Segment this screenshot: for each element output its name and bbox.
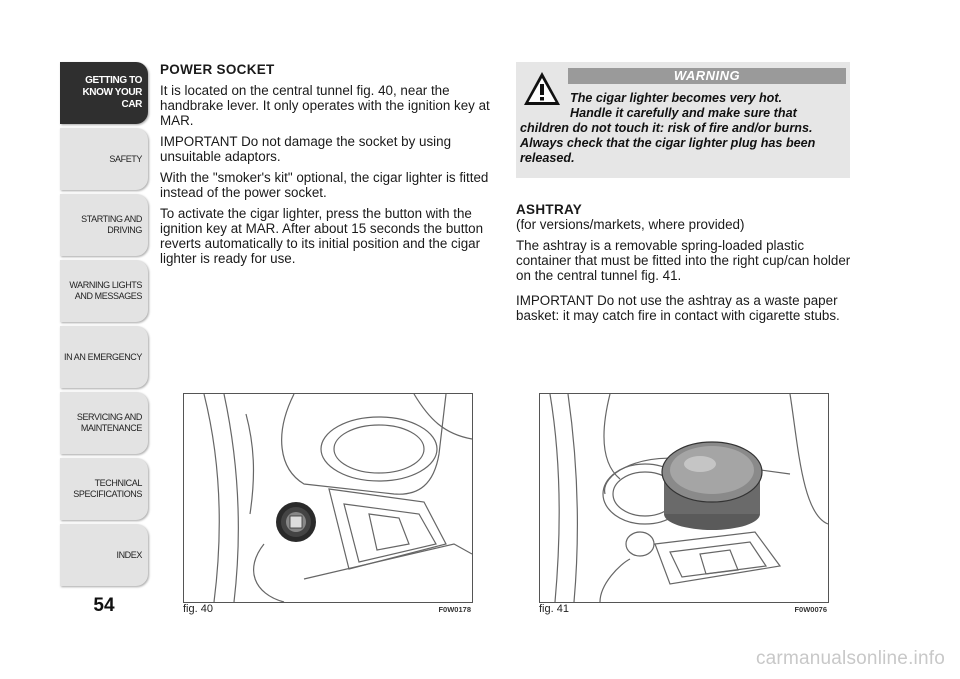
figure-caption: fig. 40 xyxy=(183,603,213,615)
figure-code: F0W0076 xyxy=(794,605,827,614)
warning-line: children do not touch it: risk of fire and/or burns. Always check that the cigar lighter plug has been released. xyxy=(520,121,816,165)
power-socket-illustration xyxy=(184,394,472,602)
ashtray-heading: ASHTRAY xyxy=(516,202,583,217)
tab-starting-and-driving[interactable]: STARTING AND DRIVING xyxy=(60,194,148,256)
power-socket-heading: POWER SOCKET xyxy=(160,62,275,77)
warning-title: WARNING xyxy=(568,68,846,84)
tab-in-an-emergency[interactable]: IN AN EMERGENCY xyxy=(60,326,148,388)
paragraph: It is located on the central tunnel fig. 40, near the handbrake lever. It only operates with the ignition key at MAR. xyxy=(160,83,490,128)
tab-index[interactable]: INDEX xyxy=(60,524,148,586)
figure-41-ashtray xyxy=(539,393,829,603)
figure-code: F0W0178 xyxy=(438,605,471,614)
page-number: 54 xyxy=(93,595,115,616)
figure-caption: fig. 41 xyxy=(539,603,569,615)
ashtray xyxy=(662,442,762,530)
ashtray-section xyxy=(516,202,852,329)
tab-technical-specifications[interactable]: TECHNICAL SPECIFICATIONS xyxy=(60,458,148,520)
tab-servicing-and-maintenance[interactable]: SERVICING AND MAINTENANCE xyxy=(60,392,148,454)
warning-box xyxy=(516,62,850,178)
ashtray-subheading: (for versions/markets, where provided) xyxy=(516,217,745,232)
paragraph: To activate the cigar lighter, press the button with the ignition key at MAR. After about 15 seconds the button reverts automatically to its initial position and the cigar lighter is ready for use. xyxy=(160,206,484,266)
tab-getting-to-know-your-car[interactable]: GETTING TO KNOW YOUR CAR xyxy=(60,62,148,124)
socket-button xyxy=(276,502,316,542)
paragraph: With the "smoker's kit" optional, the cigar lighter is fitted instead of the power socket. xyxy=(160,170,489,200)
warning-line: The cigar lighter becomes very hot. xyxy=(570,91,783,105)
watermark: carmanualsonline.info xyxy=(755,648,945,669)
paragraph: IMPORTANT Do not damage the socket by using unsuitable adaptors. xyxy=(160,134,452,164)
warning-text xyxy=(520,91,844,166)
paragraph: IMPORTANT Do not use the ashtray as a waste paper basket: it may catch fire in contact with cigarette stubs. xyxy=(516,293,840,323)
paragraph: The ashtray is a removable spring-loaded plastic container that must be fitted into the right cup/can holder on the central tunnel fig. 41. xyxy=(516,238,851,283)
warning-line: Handle it carefully and make sure that xyxy=(570,106,797,120)
tab-safety[interactable]: SAFETY xyxy=(60,128,148,190)
tab-warning-lights-and-messages[interactable]: WARNING LIGHTS AND MESSAGES xyxy=(60,260,148,322)
ashtray-illustration xyxy=(540,394,828,602)
power-socket-section xyxy=(160,62,490,272)
figure-40-power-socket xyxy=(183,393,473,603)
